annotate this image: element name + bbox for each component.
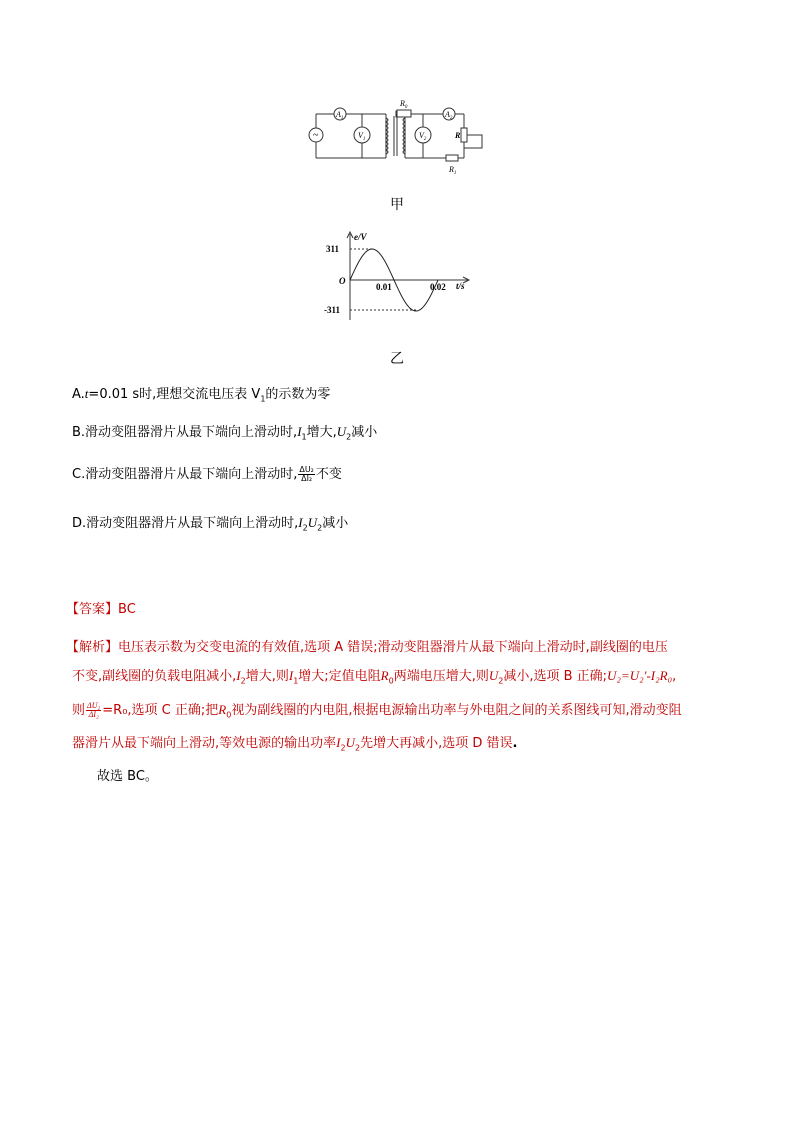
ac-source-symbol: ~ xyxy=(313,130,319,141)
option-d: D.滑动变阻器滑片从最下端向上滑动时$,I_2U_2$减小 xyxy=(72,515,349,533)
x-axis-label: t/s xyxy=(456,281,465,291)
figure-caption-yi: 乙 xyxy=(390,351,404,367)
analysis-line-1: 【解析】电压表示数为交变电流的有效值,选项 A 错误;滑动变阻器滑片从最下端向上滑动时,副线圈的电压 xyxy=(66,640,668,655)
origin-label: O xyxy=(339,276,346,286)
analysis-line-2: 不变,副线圈的负载电阻减小$,I_2$增大,则$I_1$增大;定值电阻$R_0$两端电压增大,则$U_2$减小,选项 B 正确;U₂=U₂′-I₂R₀, xyxy=(72,668,677,686)
analysis-fraction: $\frac{\text{ΔU₂}}{\text{ΔI₂}}$ xyxy=(87,700,101,719)
analysis-label: 【解析】 xyxy=(66,640,119,655)
r1-label: $R_1$ xyxy=(449,165,457,176)
x-tick-0-01: 0.01 xyxy=(376,282,392,292)
option-a: A.t=0.01 s时,理想交流电压表 $V_1$的示数为零 xyxy=(72,386,331,404)
conclusion-text: 故选 BC。 xyxy=(97,769,158,784)
y-tick-min: -311 xyxy=(324,305,341,315)
y-axis-label: e/V xyxy=(354,232,367,242)
y-tick-max: 311 xyxy=(326,244,340,254)
fraction-du2-di2: $\frac{\text{ΔU₂}}{\text{ΔI₂}}$ xyxy=(299,465,314,483)
r0-label: $R_0$ xyxy=(400,99,408,110)
voltmeter1-label: $V_1$ xyxy=(358,131,366,142)
r-label: R xyxy=(455,131,461,140)
analysis-line-3: 则 $\frac{\text{ΔU₂}}{\text{ΔI₂}}$ =R₀,选项 C 正确;把$R_0$视为副线圈的内电阻,根据电源输出功率与外电阻之间的关系图线可知,滑动变阻 xyxy=(72,700,682,720)
analysis-line-4: 器滑片从最下端向上滑动,等效电源的输出功率$I_2U_2$先增大再减小,选项 D 错误. xyxy=(72,735,518,753)
option-b: B.滑动变阻器滑片从最下端向上滑动时$,I_1$增大$,U_2$减小 xyxy=(72,424,378,442)
analysis-block xyxy=(66,634,726,763)
ammeter1-label: $A_1$ xyxy=(336,110,344,121)
option-c: C.滑动变阻器滑片从最下端向上滑动时, $\frac{\text{ΔU₂}}{\text{ΔI₂}}$ 不变 xyxy=(72,465,342,483)
answer-value: BC xyxy=(118,602,136,617)
answer-line xyxy=(66,596,726,624)
ammeter2-label: $A_2$ xyxy=(445,110,453,121)
circuit-diagram xyxy=(304,96,490,178)
answer-label: 【答案】 xyxy=(66,602,119,617)
figure-caption-jia: 甲 xyxy=(390,197,404,213)
voltmeter2-label: $V_2$ xyxy=(419,131,427,142)
waveform-chart xyxy=(318,228,478,324)
x-tick-0-02: 0.02 xyxy=(430,282,446,292)
